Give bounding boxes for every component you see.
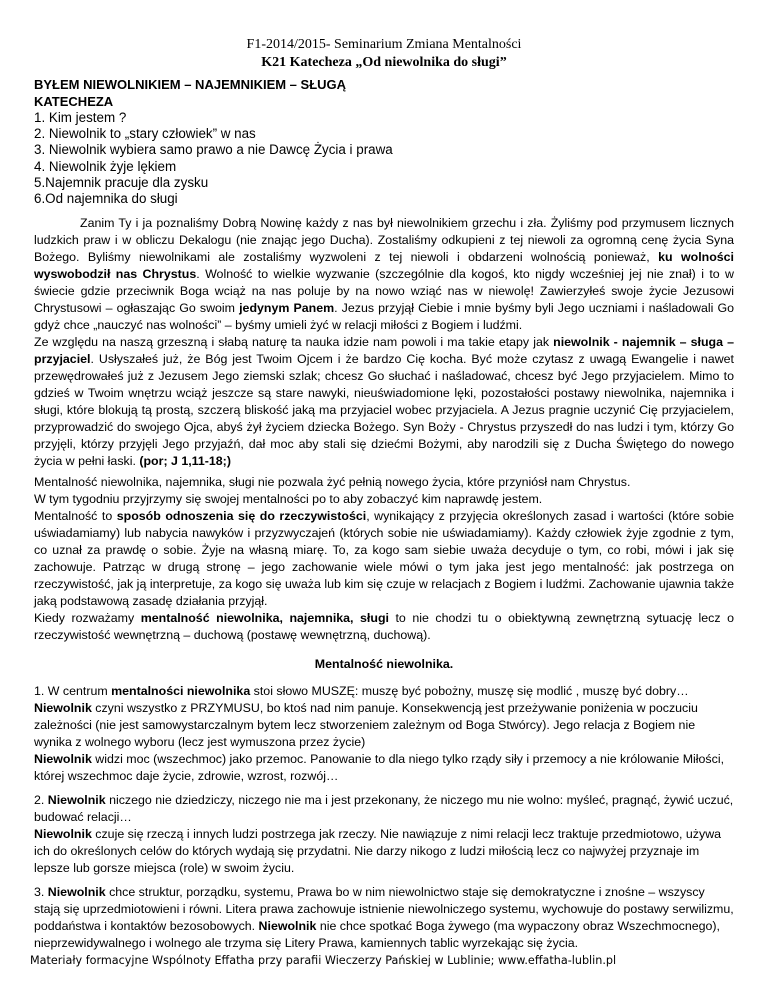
- table-of-contents: [34, 110, 734, 207]
- title-line-1: BYŁEM NIEWOLNIKIEM – NAJEMNIKIEM – SŁUGĄ: [34, 77, 347, 92]
- header-line-1: F1-2014/2015- Seminarium Zmiana Mentalności: [246, 37, 522, 52]
- toc-item: 2. Niewolnik to „stary człowiek” w nas: [34, 126, 256, 142]
- numbered-paragraph-1: [34, 683, 734, 785]
- numbered-paragraph-2: [34, 792, 734, 877]
- emphasis: ku wolności wyswobodził nas Chrystus: [34, 250, 734, 282]
- toc-item: 4. Niewolnik żyje lękiem: [34, 158, 177, 174]
- mentality-section: [34, 474, 734, 644]
- page-footer: Materiały formacyjne Wspólnoty Effatha przy parafii Wieczerzy Pańskiej w Lublinie; www.effatha-lublin.pl: [30, 954, 617, 967]
- toc-item: 6.Od najemnika do sługi: [34, 191, 178, 207]
- text-run: niczego nie dziedziczy, niczego nie ma i jest przekonany, że niczego mu nie wolno: myśleć, pragnąć, żywić uczuć, budować relacji…: [34, 793, 734, 825]
- intro-paragraph-1: [34, 215, 734, 334]
- body-paragraph: [34, 508, 734, 610]
- body-paragraph: Mentalność niewolnika, najemnika, sługi nie pozwala żyć pełnią nowego życia, które przyniósł nam Chrystus.: [34, 475, 631, 490]
- text-run: , wynikający z przyjęcia określonych zasad i wartości (które sobie uświadamiamy) lub nabycia nawyków i przyzwyczajeń (których sobie nie uświadamiamy). Każdy człowiek żyje zgodnie z tym, co uznał za prawdę o sobie. Żyje na własną miarę. To, za kogo sam siebie uważa decyduje o tym, co robi, mówi i jak się zachowuje. Patrząc w drugą stronę – jego zachowanie wiele mówi o tym jaka jest jego mentalność: jak postrzega on rzeczywistość, jak ją interpretuje, za kogo się uważa lub kim się czuje w relacjach z Bogiem i ludźmi. Zachowanie ujawnia także jaką podstawową zasadę działania przyjął.: [34, 509, 734, 609]
- text-run: nie chce spotkać Boga żywego (ma wypaczony obraz Wszechmocnego), nieprzewidywalnego i wolnego ale trzyma się Litery Prawa, kamiennych tablic wyrzekając się życia.: [34, 919, 720, 951]
- toc-item: 3. Niewolnik wybiera samo prawo a nie Dawcę Życia i prawa: [34, 142, 393, 158]
- text-run: Ze względu na naszą grzeszną i słabą naturę ta nauka idzie nam powoli i ma takie etapy jak: [34, 335, 554, 350]
- emphasis: sposób odnoszenia się do rzeczywistości: [116, 509, 367, 524]
- text-run: widzi moc (wszechmoc) jako przemoc. Panowanie to dla niego tylko rządy siły i przemocy a nie królowanie Miłości, której wszechmoc daje życie, zdrowie, wzrost, rozwój…: [34, 752, 725, 784]
- toc-item: 5.Najemnik pracuje dla zysku: [34, 174, 209, 190]
- section-heading: Mentalność niewolnika.: [314, 657, 454, 672]
- emphasis: Niewolnik: [258, 919, 317, 934]
- text-run: Mentalność to: [34, 509, 117, 524]
- intro-paragraph-2: [34, 334, 734, 470]
- text-run: czuje się rzeczą i innych ludzi postrzega jak rzeczy. Nie nawiązuje z nimi relacji lecz traktuje przedmiotowo, używa ich do określonych celów do których wydają się przydatni. Nie darzy nikogo z ludzi miłością lecz co najwyżej przyznaje im lepsze lub gorsze miejsca (role) w swoim życiu.: [34, 827, 722, 876]
- emphasis: Niewolnik: [34, 827, 92, 842]
- emphasis: Niewolnik: [34, 701, 92, 716]
- text-run: 3.: [34, 885, 48, 900]
- bible-reference: (por; J 1,11-18;): [139, 454, 231, 469]
- text-run: czyni wszystko z PRZYMUSU, bo ktoś nad nim panuje. Konsekwencją jest przeżywanie poniżenia w poczuciu zależności (nie jest samowystarczalnym bytem lecz stworzeniem zależnym od Boga Stwórcy). Jego relacja z Bogiem nie wynika z wolnego wyboru (lecz jest wymuszona przez życie): [34, 701, 698, 750]
- text-run: . Wolność to wielkie wyzwanie (szczególnie dla kogoś, kto nigdy wcześniej jej nie znał) i to w świecie gdzie przeciwnik Boga wciąż na nas poluje by na nowo wziąć nas w niewolę! Zawierzyłeś swoje życie Jezusowi Chrystusowi – ogłaszając Go swoim: [34, 267, 734, 316]
- document-title: [34, 76, 734, 110]
- emphasis: Niewolnik: [34, 752, 92, 767]
- document-header: [34, 36, 734, 72]
- text-run: Zanim Ty i ja poznaliśmy Dobrą Nowinę każdy z nas był niewolnikiem grzechu i zła. Żyliśmy pod przymusem licznych ludzkich praw i w obliczu Dekalogu (nie znając jego Ducha). Zostaliśmy odkupieni z tej niewoli za ogromną cenę życia Syna Bożego. Byliśmy niewolnikami ale zostaliśmy wyzwoleni z tej niewoli i obdarzeni wolnością ponieważ,: [34, 216, 734, 265]
- emphasis: Niewolnik: [47, 885, 106, 900]
- text-run: chce struktur, porządku, systemu, Prawa bo w nim niewolnictwo staje się demokratyczne i znośne – wszyscy stają się uprzedmiotowieni i równi. Litera prawa zachowuje istnienie niewolniczego systemu, wychowuje do postawy serwilizmu, poddaństwa i kontaktów bezosobowych.: [34, 885, 734, 934]
- emphasis: mentalność niewolnika, najemnika, sługi: [140, 611, 389, 626]
- text-run: stoi słowo MUSZĘ: muszę być pobożny, muszę się modlić , muszę być dobry…: [250, 684, 689, 699]
- text-run: . Jezus przyjął Ciebie i mnie byśmy byli Jego uczniami i naśladowali Go gdyż chce „nauczyć nas wolności” – byśmy umieli żyć w relacji miłości z Bogiem i ludźmi.: [34, 301, 734, 333]
- text-run: to nie chodzi tu o obiektywną zewnętrzną sytuację lecz o rzeczywistość wewnętrzną – duchową (postawę wewnętrzną, duchową).: [34, 611, 734, 643]
- text-run: 2.: [34, 793, 48, 808]
- numbered-paragraph-3: [34, 884, 734, 952]
- body-paragraph: [34, 610, 734, 644]
- body-paragraph: W tym tygodniu przyjrzymy się swojej mentalności po to aby zobaczyć kim naprawdę jestem.: [34, 492, 543, 507]
- text-run: 1. W centrum: [34, 684, 112, 699]
- emphasis: niewolnik - najemnik – sługa – przyjaciel: [34, 335, 734, 367]
- header-line-2: K21 Katecheza „Od niewolnika do sługi”: [261, 55, 507, 70]
- text-run: . Usłyszałeś już, że Bóg jest Twoim Ojcem i że bardzo Cię kocha. Być może czytasz z uwagą Ewangelie i nawet przewędrowałeś już z Jezusem Jego ziemski szlak; chcesz Go słuchać i naśladować, chcesz być Jego przyjacielem. Mimo to gdzieś w Twoim wnętrzu wciąż jeszcze są stare nawyki, nieuświadomione lęki, pozostałości postawy niewolnika, najemnika i sługi, które blokują tą prostą, szczerą bliskość jaką ma przyjaciel wobec przyjaciela. A Jezus pragnie uczynić Cię przyjacielem, przyprowadzić do swojego Ojca, abyś żył życiem dziecka Bożego. Syn Boży - Chrystus przyszedł do nas ludzi i tym, którzy Go przyjęli, którzy przyjęli Jego przyjaźń, dał moc aby stali się dziećmi Bożymi, aby narodzili się z Ducha Świętego do nowego życia w pełni łaski.: [34, 352, 734, 469]
- intro-section: [34, 215, 734, 470]
- title-line-2: KATECHEZA: [34, 94, 114, 109]
- emphasis: mentalności niewolnika: [111, 684, 251, 699]
- emphasis: Niewolnik: [47, 793, 106, 808]
- slave-section: [34, 683, 734, 952]
- emphasis: jedynym Panem: [239, 301, 335, 316]
- toc-item: 1. Kim jestem ?: [34, 110, 127, 125]
- text-run: Kiedy rozważamy: [34, 611, 141, 626]
